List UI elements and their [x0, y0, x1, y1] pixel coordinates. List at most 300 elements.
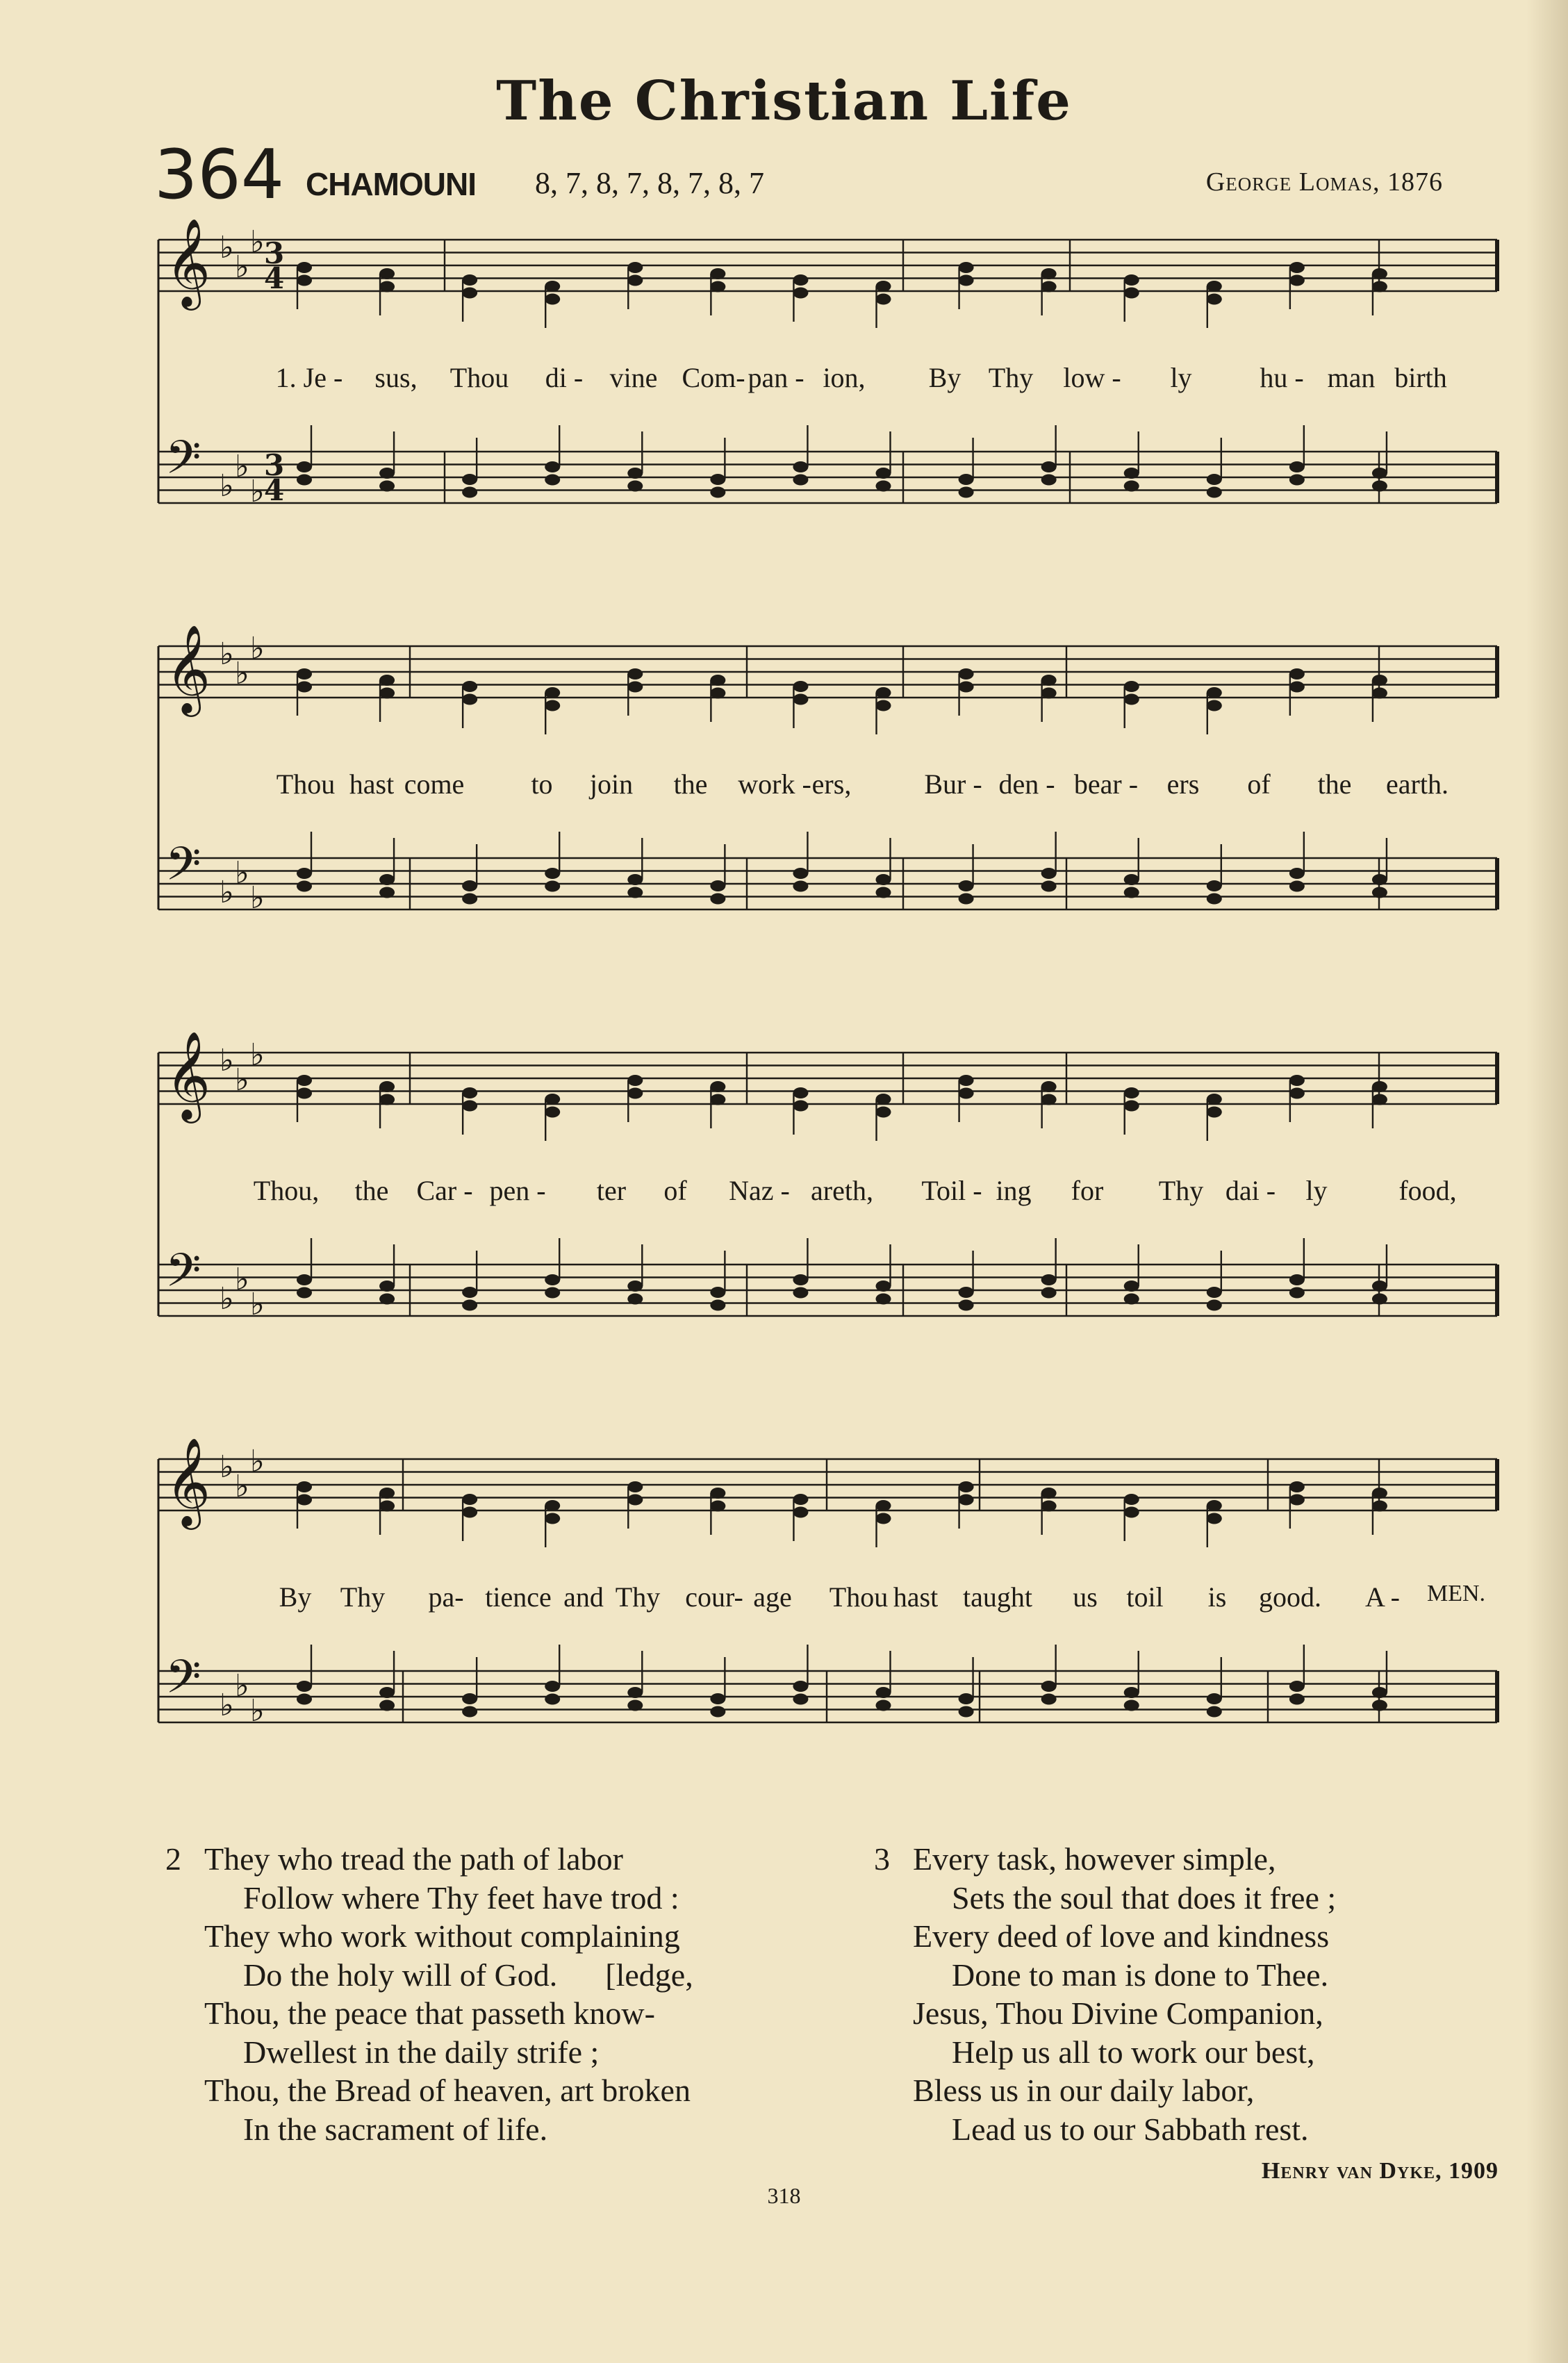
verse-number: 2	[165, 1841, 181, 1877]
notehead	[1372, 874, 1387, 885]
notehead	[793, 681, 808, 692]
notehead	[1041, 688, 1057, 699]
flat-icon: ♭	[250, 631, 265, 666]
notehead	[462, 880, 477, 891]
lyric-syllable: Bur -	[924, 768, 982, 800]
notehead	[545, 475, 560, 486]
lyric-syllable: ing	[996, 1175, 1032, 1206]
notehead	[297, 1274, 312, 1285]
composer-credit: George Lomas, 1876	[1205, 167, 1443, 197]
notehead	[1207, 474, 1222, 485]
notehead	[959, 1075, 974, 1086]
notehead	[876, 687, 891, 698]
notehead	[876, 887, 891, 898]
notehead	[379, 1501, 395, 1512]
lyric-syllable: areth,	[811, 1175, 873, 1206]
notehead	[876, 1687, 891, 1698]
notehead	[1372, 268, 1387, 279]
notehead	[297, 1694, 312, 1705]
notehead	[959, 682, 974, 693]
notehead	[959, 1088, 974, 1099]
notehead	[462, 1507, 477, 1518]
time-signature-digit: 4	[264, 261, 285, 295]
notehead	[1124, 1700, 1139, 1711]
notehead	[959, 1300, 974, 1311]
lyric-syllable: hast	[349, 768, 395, 800]
notehead	[959, 1481, 974, 1492]
notehead	[710, 1706, 725, 1718]
lyric-syllable: Thou	[449, 362, 509, 393]
flat-icon: ♭	[235, 1262, 249, 1297]
verse-line: Done to man is done to Thee.	[952, 1957, 1329, 1993]
lyric-syllable: hu -	[1260, 362, 1304, 393]
notehead	[1289, 1088, 1305, 1099]
lyric-syllable: of	[1247, 768, 1271, 800]
lyric-syllable: Car -	[416, 1175, 473, 1206]
notehead	[1372, 281, 1387, 293]
lyric-syllable: us	[1073, 1581, 1098, 1613]
notehead	[297, 1287, 312, 1299]
lyric-syllable: work -	[738, 768, 811, 800]
notehead	[876, 294, 891, 305]
notehead	[297, 1481, 312, 1492]
lyric-syllable: come	[404, 768, 465, 800]
notehead	[793, 1274, 808, 1285]
lyric-syllable: ers	[1166, 768, 1200, 800]
notehead	[297, 1681, 312, 1692]
lyric-syllable: Thou,	[253, 1175, 320, 1206]
time-signature-digit: 3	[264, 448, 285, 482]
tune-name: CHAMOUNI	[306, 166, 476, 202]
notehead	[1207, 1107, 1222, 1118]
treble-clef-icon: 𝄞	[165, 1030, 211, 1119]
lyric-syllable: dai -	[1225, 1175, 1276, 1206]
notehead	[710, 474, 725, 485]
flat-icon: ♭	[235, 1062, 249, 1098]
notehead	[462, 1693, 477, 1704]
notehead	[793, 1087, 808, 1098]
notehead	[876, 481, 891, 492]
notehead	[1041, 475, 1057, 486]
notehead	[793, 694, 808, 705]
lyric-syllable: the	[354, 1175, 389, 1206]
notehead	[545, 881, 560, 892]
notehead	[1207, 1693, 1222, 1704]
notehead	[462, 1494, 477, 1505]
notehead	[793, 1101, 808, 1112]
notehead	[710, 675, 725, 686]
notehead	[297, 1495, 312, 1506]
notehead	[959, 1693, 974, 1704]
notehead	[1207, 1300, 1222, 1311]
notehead	[1372, 688, 1387, 699]
verse-line: Sets the soul that does it free ;	[952, 1879, 1337, 1916]
notehead	[1289, 275, 1305, 286]
lyric-syllable: Thy	[340, 1581, 386, 1613]
notehead	[1124, 481, 1139, 492]
notehead	[1124, 874, 1139, 885]
flat-icon: ♭	[250, 1444, 265, 1479]
notehead	[793, 475, 808, 486]
notehead	[1207, 281, 1222, 292]
verse-number: 3	[874, 1841, 890, 1877]
notehead	[876, 1513, 891, 1524]
lyric-syllable: toil	[1126, 1581, 1164, 1613]
notehead	[1289, 461, 1305, 472]
lyric-line	[0, 768, 1568, 802]
notehead	[1372, 1700, 1387, 1711]
notehead	[379, 1281, 395, 1292]
lyric-syllable: to	[531, 768, 553, 800]
notehead	[379, 1488, 395, 1499]
notehead	[462, 487, 477, 498]
notehead	[710, 1488, 725, 1499]
notehead	[793, 1694, 808, 1705]
notehead	[1041, 1094, 1057, 1105]
lyric-syllable: A -	[1365, 1581, 1400, 1613]
notehead	[793, 1494, 808, 1505]
lyric-syllable: ter	[596, 1175, 627, 1206]
flat-icon: ♭	[235, 249, 249, 285]
lyric-syllable: Thou	[276, 768, 336, 800]
notehead	[1124, 681, 1139, 692]
lyric-syllable: 1. Je -	[275, 362, 343, 393]
notehead	[545, 1681, 560, 1692]
notehead	[627, 1281, 643, 1292]
notehead	[545, 1107, 560, 1118]
notehead	[545, 1500, 560, 1511]
notehead	[1124, 288, 1139, 299]
notehead	[627, 1481, 643, 1492]
verse-line: Thou, the peace that passeth know-	[204, 1995, 655, 2031]
notehead	[1207, 1094, 1222, 1105]
notehead	[1207, 294, 1222, 305]
lyric-syllable: By	[279, 1581, 312, 1613]
verse-line: Do the holy will of God. [ledge,	[243, 1957, 693, 1993]
notehead	[1041, 1681, 1057, 1692]
notehead	[627, 468, 643, 479]
notehead	[1372, 887, 1387, 898]
notehead	[627, 1075, 643, 1086]
notehead	[959, 487, 974, 498]
notehead	[1289, 1681, 1305, 1692]
bass-clef-icon: 𝄢	[165, 837, 201, 902]
flat-icon: ♭	[250, 224, 265, 260]
bass-clef-icon: 𝄢	[165, 1650, 201, 1715]
lyric-syllable: taught	[963, 1581, 1032, 1613]
lyric-syllable: ers,	[811, 768, 852, 800]
lyric-syllable: Thou	[829, 1581, 889, 1613]
lyric-syllable: ion,	[823, 362, 866, 393]
notehead	[710, 1094, 725, 1105]
notehead	[1372, 1094, 1387, 1105]
lyric-syllable: man	[1327, 362, 1376, 393]
notehead	[627, 1687, 643, 1698]
verse-line: Jesus, Thou Divine Companion,	[913, 1995, 1323, 2031]
notehead	[1041, 281, 1057, 293]
notehead	[297, 881, 312, 892]
page-number: 318	[767, 2183, 801, 2208]
notehead	[1124, 274, 1139, 286]
notehead	[545, 687, 560, 698]
verse-line: Lead us to our Sabbath rest.	[952, 2111, 1309, 2147]
lyric-syllable: good.	[1259, 1581, 1321, 1613]
lyric-syllable: birth	[1394, 362, 1447, 393]
flat-icon: ♭	[220, 875, 234, 910]
notehead	[1041, 675, 1057, 686]
notehead	[545, 294, 560, 305]
notehead	[379, 1081, 395, 1092]
notehead	[1041, 1287, 1057, 1299]
notehead	[1207, 1706, 1222, 1718]
lyric-syllable: di -	[545, 362, 584, 393]
notehead	[627, 874, 643, 885]
flat-icon: ♭	[220, 468, 234, 504]
notehead	[627, 262, 643, 273]
section-title: The Christian Life	[496, 69, 1072, 133]
notehead	[876, 1700, 891, 1711]
notehead	[1041, 268, 1057, 279]
notehead	[1124, 1687, 1139, 1698]
notehead	[1289, 1075, 1305, 1086]
lyric-syllable: pen -	[489, 1175, 546, 1206]
notehead	[959, 1495, 974, 1506]
notehead	[1289, 668, 1305, 680]
time-signature-digit: 3	[264, 236, 285, 270]
notehead	[710, 688, 725, 699]
verse-line: They who work without complaining	[204, 1918, 680, 1954]
notehead	[297, 475, 312, 486]
flat-icon: ♭	[235, 449, 249, 484]
notehead	[1372, 1687, 1387, 1698]
flat-icon: ♭	[235, 1668, 249, 1704]
notehead	[462, 1287, 477, 1298]
lyric-syllable: cour-	[685, 1581, 743, 1613]
verse-2	[165, 1840, 693, 2148]
notehead	[710, 1300, 725, 1311]
notehead	[1124, 1494, 1139, 1505]
notehead	[297, 1075, 312, 1086]
lyric-syllable: low -	[1063, 362, 1121, 393]
flat-icon: ♭	[250, 1037, 265, 1073]
flat-icon: ♭	[235, 656, 249, 691]
lyric-syllable: hast	[893, 1581, 939, 1613]
notehead	[1041, 1694, 1057, 1705]
notehead	[545, 1274, 560, 1285]
notehead	[1207, 894, 1222, 905]
notehead	[627, 275, 643, 286]
author-credit: Henry van Dyke, 1909	[1261, 2158, 1499, 2184]
lyric-syllable: for	[1071, 1175, 1104, 1206]
notehead	[297, 1088, 312, 1099]
notehead	[876, 700, 891, 711]
notehead	[627, 481, 643, 492]
notehead	[1207, 687, 1222, 698]
treble-clef-icon: 𝄞	[165, 624, 211, 713]
lyric-syllable: of	[663, 1175, 687, 1206]
verse-line: Help us all to work our best,	[952, 2034, 1315, 2070]
notehead	[297, 461, 312, 472]
lyric-syllable: food,	[1398, 1175, 1457, 1206]
notehead	[462, 1706, 477, 1718]
notehead	[1041, 461, 1057, 472]
notehead	[1289, 868, 1305, 879]
lyric-syllable: age	[753, 1581, 792, 1613]
notehead	[627, 668, 643, 680]
lyric-syllable: join	[589, 768, 634, 800]
notehead	[1041, 1274, 1057, 1285]
lyric-syllable: ly	[1170, 362, 1192, 393]
notehead	[959, 262, 974, 273]
verse-line: In the sacrament of life.	[243, 2111, 548, 2147]
notehead	[297, 262, 312, 273]
lyric-line	[0, 1174, 1568, 1209]
notehead	[462, 288, 477, 299]
flat-icon: ♭	[220, 1449, 234, 1485]
lyric-syllable: bear -	[1073, 768, 1139, 800]
lyric-syllable: Toil -	[921, 1175, 982, 1206]
notehead	[1372, 1294, 1387, 1305]
notehead	[710, 1501, 725, 1512]
lyric-syllable: vine	[609, 362, 658, 393]
verse-line: Follow where Thy feet have trod :	[243, 1879, 679, 1916]
notehead	[379, 1094, 395, 1105]
verse-line: Thou, the Bread of heaven, art broken	[204, 2073, 691, 2108]
lyric-syllable: tience	[485, 1581, 552, 1613]
notehead	[1124, 887, 1139, 898]
notehead	[462, 474, 477, 485]
notehead	[876, 1500, 891, 1511]
treble-clef-icon: 𝄞	[165, 1437, 211, 1526]
notehead	[876, 874, 891, 885]
notehead	[793, 274, 808, 286]
notehead	[710, 268, 725, 279]
lyric-syllable: MEN.	[1426, 1581, 1486, 1606]
notehead	[1289, 1287, 1305, 1299]
verse-3	[874, 1840, 1336, 2148]
lyric-syllable: is	[1207, 1581, 1227, 1613]
flat-icon: ♭	[235, 1469, 249, 1504]
notehead	[710, 894, 725, 905]
notehead	[462, 694, 477, 705]
notehead	[462, 1101, 477, 1112]
notehead	[627, 887, 643, 898]
notehead	[1207, 700, 1222, 711]
notehead	[1041, 1488, 1057, 1499]
notehead	[1372, 675, 1387, 686]
notehead	[876, 1281, 891, 1292]
flat-icon: ♭	[250, 1693, 265, 1729]
notehead	[545, 700, 560, 711]
notehead	[379, 1687, 395, 1698]
lyric-syllable: Thy	[615, 1581, 661, 1613]
notehead	[545, 281, 560, 292]
notehead	[1207, 1287, 1222, 1298]
flat-icon: ♭	[220, 636, 234, 672]
notehead	[710, 281, 725, 293]
lyric-syllable: pan -	[748, 362, 804, 393]
notehead	[793, 1287, 808, 1299]
notehead	[876, 1094, 891, 1105]
notehead	[959, 474, 974, 485]
flat-icon: ♭	[250, 1287, 265, 1322]
notehead	[1372, 1281, 1387, 1292]
lyric-syllable: Com-	[682, 362, 745, 393]
notehead	[379, 1700, 395, 1711]
verse-line: Every task, however simple,	[913, 1841, 1276, 1877]
verse-line: Dwellest in the daily strife ;	[243, 2034, 600, 2070]
lyric-syllable: the	[673, 768, 708, 800]
lyric-syllable: den -	[998, 768, 1055, 800]
notehead	[545, 1513, 560, 1524]
lyric-syllable: the	[1317, 768, 1352, 800]
notehead	[1124, 1507, 1139, 1518]
flat-icon: ♭	[250, 474, 265, 509]
notehead	[545, 868, 560, 879]
notehead	[1124, 1281, 1139, 1292]
lyric-syllable: pa-	[428, 1581, 464, 1613]
notehead	[710, 880, 725, 891]
notehead	[379, 688, 395, 699]
time-signature-digit: 4	[264, 473, 285, 507]
notehead	[793, 461, 808, 472]
notehead	[545, 1694, 560, 1705]
notehead	[959, 1287, 974, 1298]
lyric-line	[0, 361, 1568, 396]
flat-icon: ♭	[220, 1688, 234, 1723]
flat-icon: ♭	[220, 1043, 234, 1078]
notehead	[1372, 481, 1387, 492]
flat-icon: ♭	[220, 230, 234, 265]
notehead	[545, 461, 560, 472]
notehead	[1124, 1101, 1139, 1112]
verse-line: Bless us in our daily labor,	[913, 2073, 1255, 2108]
notehead	[627, 682, 643, 693]
notehead	[793, 868, 808, 879]
verse-line: Every deed of love and kindness	[913, 1918, 1330, 1954]
lyric-syllable: Thy	[1158, 1175, 1204, 1206]
notehead	[1124, 694, 1139, 705]
notehead	[793, 1681, 808, 1692]
notehead	[876, 281, 891, 292]
notehead	[1041, 1081, 1057, 1092]
notehead	[1289, 475, 1305, 486]
notehead	[1041, 1501, 1057, 1512]
notehead	[1124, 468, 1139, 479]
notehead	[959, 894, 974, 905]
notehead	[627, 1700, 643, 1711]
lyric-syllable: earth.	[1386, 768, 1449, 800]
flat-icon: ♭	[250, 880, 265, 916]
notehead	[1041, 881, 1057, 892]
notehead	[379, 675, 395, 686]
notehead	[959, 275, 974, 286]
notehead	[1289, 881, 1305, 892]
hymn-number: 364	[154, 135, 285, 215]
lyric-syllable: By	[928, 362, 962, 393]
notehead	[379, 1294, 395, 1305]
notehead	[1289, 682, 1305, 693]
notehead	[959, 668, 974, 680]
notehead	[1041, 868, 1057, 879]
notehead	[297, 868, 312, 879]
flat-icon: ♭	[220, 1281, 234, 1317]
notehead	[793, 1507, 808, 1518]
notehead	[793, 881, 808, 892]
notehead	[379, 468, 395, 479]
notehead	[627, 1088, 643, 1099]
notehead	[462, 1087, 477, 1098]
